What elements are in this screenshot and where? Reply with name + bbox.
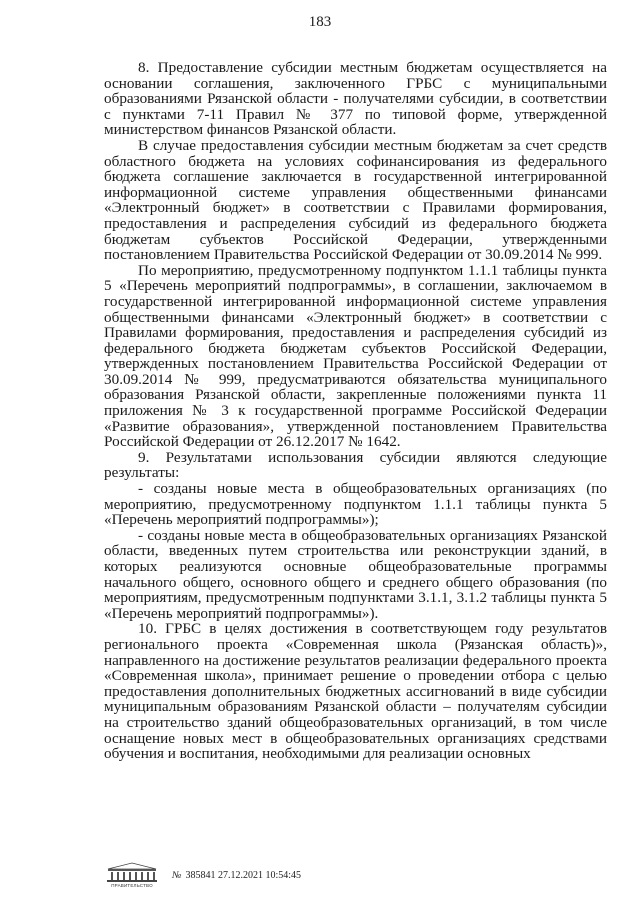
- registration-stamp: [172, 870, 301, 881]
- document-body: [104, 60, 607, 762]
- paragraph-8: 8. Предоставление субсидии местным бюджетам осуществляется на основании соглашения, заключенного ГРБС с муниципальными образованиями Рязанской области - получателями субсидии, в соответствии с пунктами 7-11 Правил № 377 по типовой форме, утвержденной министерством финансов Рязанской области.: [104, 59, 607, 139]
- result-item-2: - созданы новые места в общеобразовательных организациях Рязанской области, введенных путем строительства или реконструкции зданий, в которых реализуются основные общеобразовательные программы начального общего, основного общего и среднего общего образования (по мероприятиям, предусмотренным подпунктами 3.1.1, 3.1.2 таблицы пункта 5 «Перечень мероприятий подпрограммы»).: [104, 526, 607, 622]
- document-footer: [104, 862, 404, 892]
- stamp-number-sign: №: [172, 870, 182, 881]
- paragraph-federal-cofinancing: В случае предоставления субсидии местным бюджетам за счет средств областного бюджета на условиях софинансирования из федерального бюджета соглашение заключается в государственной интегрированной информационной системе управления общественными финансами «Электронный бюджет» в соответствии с Правилами формирования, предоставления и распределения субсидий из федерального бюджета бюджетам субъектов Российской Федерации, утвержденными постановлением Правительства Российской Федерации от 30.09.2014 № 999.: [104, 136, 607, 264]
- emblem-caption: ПРАВИТЕЛЬСТВО: [111, 883, 153, 888]
- stamp-text: 385841 27.12.2021 10:54:45: [185, 870, 301, 881]
- government-building-icon: [104, 862, 160, 884]
- page-number: 183: [308, 14, 332, 30]
- paragraph-event-1-1-1: По мероприятию, предусмотренному подпунктом 1.1.1 таблицы пункта 5 «Перечень мероприятий подпрограммы», в соглашении, заключаемом в государственной интегрированной информационной системе управления общественными финансами «Электронный бюджет» в соответствии с Правилами формирования, предоставления и распределения субсидий из федерального бюджета бюджетам субъектов Российской Федерации, утвержденных постановлением Правительства Российской Федерации от 30.09.2014 № 999, предусматриваются обязательства муниципального образования Рязанской области, закрепленные положениями пункта 11 приложения № 3 к государственной программе Российской Федерации «Развитие образования», утвержденной постановлением Правительства Российской Федерации от 26.12.2017 № 1642.: [104, 261, 607, 451]
- result-item-1: - созданы новые места в общеобразовательных организациях (по мероприятию, предусмотренному подпунктом 1.1.1 таблицы пункта 5 «Перечень мероприятий подпрограммы»);: [104, 480, 607, 529]
- paragraph-10: 10. ГРБС в целях достижения в соответствующем году результатов регионального проекта «Современная школа (Рязанская область)», направленного на достижение результатов реализации федерального проекта «Современная школа», принимает решение о проведении отбора с целью предоставления дополнительных бюджетных ассигнований в виде субсидии муниципальным образованиям Рязанской области – получателям субсидии на строительство зданий общеобразовательных организаций, в том числе оснащение новых мест в общеобразовательных организациях средствами обучения и воспитания, необходимыми для реализации основных: [104, 620, 607, 763]
- paragraph-9: 9. Результатами использования субсидии являются следующие результаты:: [104, 448, 607, 482]
